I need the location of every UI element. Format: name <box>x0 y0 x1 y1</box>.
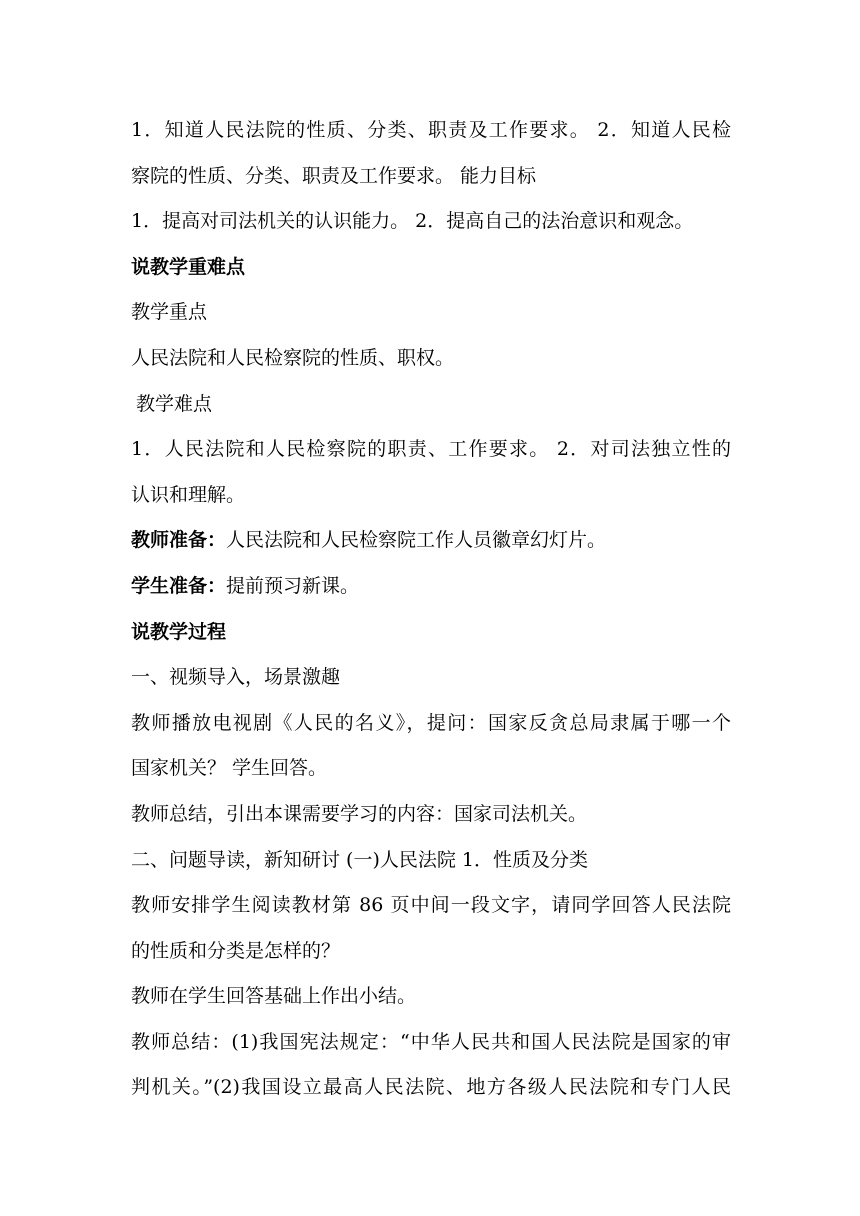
paragraph-line: 1．人民法院和人民检察院的职责、工作要求。 2．对司法独立性的 <box>131 438 731 461</box>
paragraph-line: 判机关。”(2)我国设立最高人民法院、地方各级人民法院和专门人民 <box>131 1076 731 1099</box>
subheading: 教学难点 <box>136 392 213 415</box>
paragraph-line: 国家机关？ 学生回答。 <box>131 757 328 780</box>
line-text: 人民法院和人民检察院工作人员徽章幻灯片。 <box>226 529 607 552</box>
paragraph-line: 教师安排学生阅读教材第 86 页中间一段文字，请同学回答人民法院 <box>131 894 731 917</box>
document-page <box>131 108 731 1111</box>
paragraph-line: 1．知道人民法院的性质、分类、职责及工作要求。 2．知道人民检 <box>131 119 731 141</box>
paragraph-line: 一、视频导入，场景激趣 <box>131 666 341 689</box>
paragraph-line: 教师在学生回答基础上作出小结。 <box>131 985 417 1008</box>
paragraph-line: 认识和理解。 <box>131 483 246 506</box>
paragraph-line: 教师总结，引出本课需要学习的内容：国家司法机关。 <box>131 802 588 825</box>
paragraph-line: 教师播放电视剧《人民的名义》，提问：国家反贪总局隶属于哪一个 <box>131 711 731 734</box>
paragraph-line: 教师总结：(1)我国宪法规定：“中华人民共和国人民法院是国家的审 <box>131 1030 731 1053</box>
line-label: 教师准备： <box>131 529 227 552</box>
labeled-line <box>131 518 731 564</box>
paragraph-line: 的性质和分类是怎样的？ <box>131 939 341 962</box>
line-text: 提前预习新课。 <box>226 574 360 597</box>
paragraph-line: 二、问题导读，新知研讨 (一)人民法院 1．性质及分类 <box>131 848 588 871</box>
subheading: 教学重点 <box>131 301 208 324</box>
paragraph-line: 1．提高对司法机关的认识能力。 2．提高自己的法治意识和观念。 <box>131 210 694 233</box>
paragraph-line: 人民法院和人民检察院的性质、职权。 <box>131 346 455 369</box>
labeled-line <box>131 564 731 610</box>
section-heading: 说教学重难点 <box>131 255 246 278</box>
paragraph-line: 察院的性质、分类、职责及工作要求。 能力目标 <box>131 164 537 187</box>
line-label: 学生准备： <box>131 574 227 597</box>
section-heading: 说教学过程 <box>131 620 227 643</box>
